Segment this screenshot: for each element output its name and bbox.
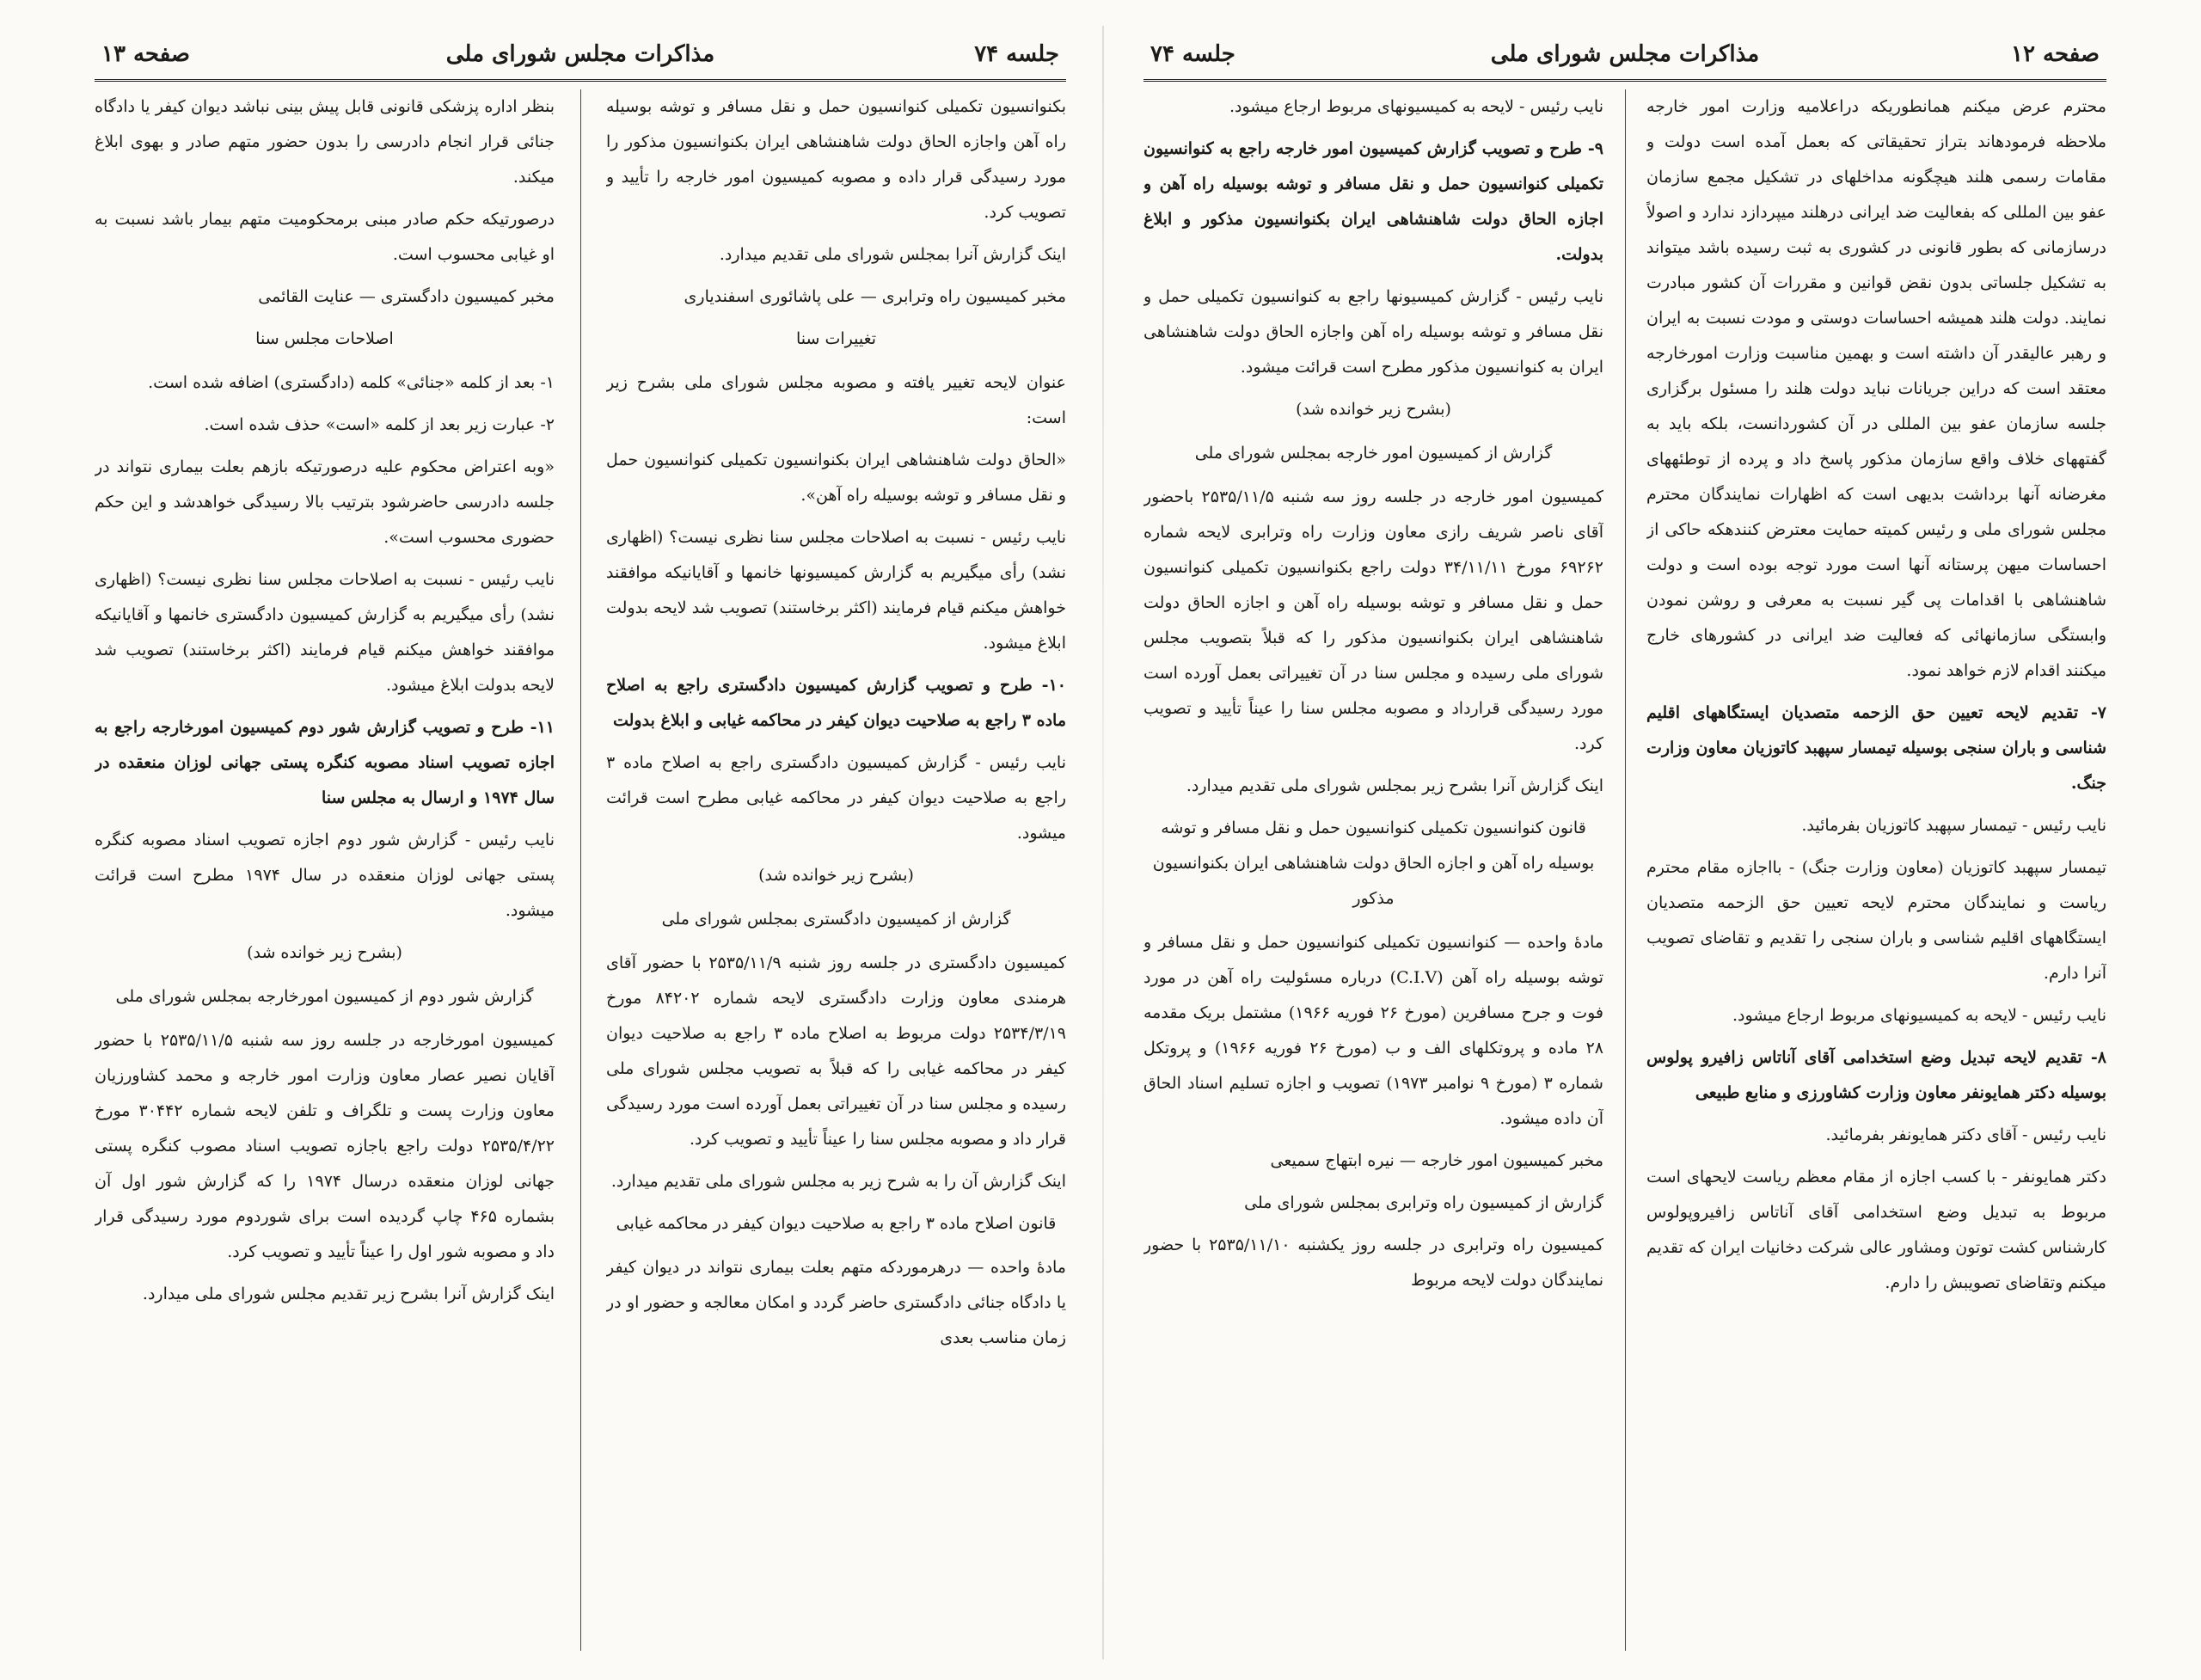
text-columns xyxy=(1143,89,2106,1651)
paragraph: ۲- عبارت زیر بعد از کلمه «است» حذف شده است. xyxy=(204,415,555,434)
agenda-heading: ۹- طرح و تصویب گزارش کمیسیون امور خارجه راجع به کنوانسیون تکمیلی کنوانسیون حمل و نقل مسافر و توشه بوسیله راه آهن و اجازه الحاق دولت شاهنشاهی ایران بکنوانسیون مذکور و ابلاغ بدولت. xyxy=(1143,139,1603,264)
paragraph: مادهٔ واحده — درهرموردکه متهم بعلت بیماری نتواند در دیوان کیفر یا دادگاه جنائی دادگستری حاضر گردد و امکان معالجه و حضور او در زمان مناسب بعدی xyxy=(606,1258,1066,1347)
centered-line: اصلاحات مجلس سنا xyxy=(255,329,394,348)
paragraph: نایب رئیس - لایحه به کمیسیونهای مربوط ارجاع میشود. xyxy=(1732,1006,2106,1025)
paragraph: دکتر همایونفر - با کسب اجازه از مقام معظم ریاست لایحهای است مربوط به تبدیل وضع استخدامی آقای آناتاس زافیروپولوس کارشناس کشت توتون ومشاور عالی شرکت دخانیات ایران که تقدیم میکنم وتقاضای تصویبش را دارم. xyxy=(1646,1168,2106,1292)
column-divider xyxy=(1625,89,1626,1651)
left-page xyxy=(95,34,1066,1651)
paragraph: نایب رئیس - گزارش شور دوم اجازه تصویب اسناد مصوبه کنگره پستی جهانی لوزان منعقده در سال ۱۹۷۴ مطرح است قرائت میشود. xyxy=(95,831,555,920)
paragraph: گزارش از کمیسیون راه وترابری بمجلس شورای ملی xyxy=(1244,1193,1603,1212)
text-column-left xyxy=(95,89,555,1651)
centered-line: گزارش از کمیسیون امور خارجه بمجلس شورای ملی xyxy=(1194,444,1553,463)
paragraph: اینک گزارش آنرا بشرح زیر تقدیم مجلس شورای ملی میدارد. xyxy=(142,1285,555,1303)
centered-line: گزارش از کمیسیون دادگستری بمجلس شورای ملی xyxy=(661,910,1011,929)
text-column-right xyxy=(1646,89,2106,1651)
paragraph: مادهٔ واحده — کنوانسیون تکمیلی کنوانسیون حمل و نقل مسافر و توشه بوسیله راه آهن (C.I.V) درباره مسئولیت راه آهن در مورد فوت و جرح مسافرین (مورخ ۲۶ فوریه ۱۹۶۶) مشتمل بریک مقدمه ۲۸ ماده و پروتکلهای الف و ب (مورخ ۲۶ فوریه ۱۹۶۶) و پروتکل شماره ۳ (مورخ ۹ نوامبر ۱۹۷۳) تصویب و اجازه تسلیم اسناد الحاق آن داده میشود. xyxy=(1143,933,1603,1128)
paragraph: کمیسیون راه وترابری در جلسه روز یکشنبه ۲۵۳۵/۱۱/۱۰ با حضور نمایندگان دولت لایحه مربوط xyxy=(1143,1235,1603,1290)
paragraph: «وبه اعتراض محکوم علیه درصورتیکه بازهم بعلت بیماری نتواند در جلسه دادرسی حاضرشود بترتیب بالا رسیدگی خواهدشد و این حکم حضوری محسوب است». xyxy=(95,457,555,547)
paragraph: نایب رئیس - آقای دکتر همایونفر بفرمائید. xyxy=(1825,1125,2106,1144)
paragraph: بنظر اداره پزشکی قانونی قابل پیش بینی نباشد دیوان کیفر یا دادگاه جنائی قرار انجام دادرسی را بدون حضور متهم صادر و بهوی ابلاغ میکند. xyxy=(95,97,555,187)
paragraph: نایب رئیس - نسبت به اصلاحات مجلس سنا نظری نیست؟ (اظهاری نشد) رأی میگیریم به گزارش کمیسیون دادگستری خانمها و آقایانیکه موافقند خواهش میکنم قیام فرمایند (اکثر برخاستند) تصویب شد لایحه بدولت ابلاغ میشود. xyxy=(95,570,555,695)
paragraph: عنوان لایحه تغییر یافته و مصوبه مجلس شورای ملی بشرح زیر است: xyxy=(606,373,1066,427)
paragraph: تیمسار سپهبد کاتوزیان (معاون وزارت جنگ) - بااجازه مقام محترم ریاست و نمایندگان محترم لایحه تعیین حق الزحمه متصدیان ایستگاههای اقلیم شناسی و باران سنجی را تقدیم و تقاضای تصویب آنرا دارم. xyxy=(1646,858,2106,983)
journal-title: مذاکرات مجلس شورای ملی xyxy=(1490,41,1760,67)
paragraph: کمیسیون امورخارجه در جلسه روز سه شنبه ۲۵۳۵/۱۱/۵ با حضور آقایان نصیر عصار معاون وزارت امور خارجه و محمد کشاورزیان معاون وزارت پست و تلگراف و تلفن لایحه شماره ۳۰۴۴۲ مورخ ۲۵۳۵/۴/۲۲ دولت راجع باجازه تصویب اسناد مصوب کنگره پستی جهانی لوزان منعقده درسال ۱۹۷۴ را که گزارش شور اول آن بشماره ۴۶۵ چاپ گردیده است برای شوردوم مورد رسیدگی قرار داد و مصوبه شور اول را عیناً تأیید و تصویب کرد. xyxy=(95,1031,555,1261)
journal-title: مذاکرات مجلس شورای ملی xyxy=(445,41,715,67)
agenda-heading: ۷- تقدیم لایحه تعیین حق الزحمه متصدیان ایستگاههای اقلیم شناسی و باران سنجی بوسیله تیمسار سپهبد کاتوزیان معاون وزارت جنگ. xyxy=(1646,703,2106,793)
centered-line: قانون کنوانسیون تکمیلی کنوانسیون حمل و نقل مسافر و توشه بوسیله راه آهن و اجازه الحاق دولت شاهنشاهی ایران بکنوانسیون مذکور xyxy=(1152,819,1595,908)
paragraph: نایب رئیس - تیمسار سپهبد کاتوزیان بفرمائید. xyxy=(1801,816,2106,835)
paragraph: نایب رئیس - گزارش کمیسیون دادگستری راجع به اصلاح ماده ۳ راجع به صلاحیت دیوان کیفر در محاکمه غیابی مطرح است قرائت میشود. xyxy=(606,753,1066,843)
text-columns xyxy=(95,89,1066,1651)
page-header xyxy=(1143,34,2106,82)
page-header xyxy=(95,34,1066,82)
paragraph: مخبر کمیسیون امور خارجه — نیره ابتهاج سمیعی xyxy=(1270,1151,1603,1170)
session-number: جلسه ۷۴ xyxy=(1150,41,1235,67)
paragraph: مخبر کمیسیون دادگستری — عنایت القائمی xyxy=(258,287,555,306)
paragraph: کمیسیون امور خارجه در جلسه روز سه شنبه ۲۵۳۵/۱۱/۵ باحضور آقای ناصر شریف رازی معاون وزارت راه وترابری لایحه شماره ۶۹۲۶۲ مورخ ۳۴/۱۱/۱۱ دولت راجع بکنوانسیون تکمیلی کنوانسیون حمل و نقل مسافر و توشه بوسیله راه آهن و اجازه الحاق دولت شاهنشاهی ایران بکنوانسیون مذکور را که قبلاً بتصویب مجلس شورای ملی رسیده و مجلس سنا در آن تغییراتی بعمل آورده است مورد رسیدگی قرارداد و مصوبه مجلس سنا را عیناً تأیید و تصویب کرد. xyxy=(1143,487,1603,753)
text-column-right xyxy=(606,89,1066,1651)
page-number: صفحه ۱۳ xyxy=(101,41,190,67)
centered-line: قانون اصلاح ماده ۳ راجع به صلاحیت دیوان کیفر در محاکمه غیابی xyxy=(616,1214,1057,1233)
agenda-heading: ۱۱- طرح و تصویب گزارش شور دوم کمیسیون امورخارجه راجع به اجازه تصویب اسناد مصوبه کنگره پستی جهانی لوزان منعقده در سال ۱۹۷۴ و ارسال به مجلس سنا xyxy=(95,718,555,807)
paragraph: اینک گزارش آنرا بشرح زیر بمجلس شورای ملی تقدیم میدارد. xyxy=(1186,776,1603,795)
paragraph: ۱- بعد از کلمه «جنائی» کلمه (دادگستری) اضافه شده است. xyxy=(148,373,555,392)
paragraph: کمیسیون دادگستری در جلسه روز شنبه ۲۵۳۵/۱۱/۹ با حضور آقای هرمندی معاون وزارت دادگستری لایحه شماره ۸۴۲۰۲ مورخ ۲۵۳۴/۳/۱۹ دولت مربوط به اصلاح ماده ۳ راجع به صلاحیت دیوان کیفر در محاکمه غیابی را که قبلاً به تصویب مجلس شورای ملی رسیده و مجلس سنا در آن تغییراتی بعمل آورده است مورد رسیدگی قرار داد و مصوبه مجلس سنا را عیناً تأیید و تصویب کرد. xyxy=(606,953,1066,1149)
book-gutter xyxy=(1102,26,1104,1659)
agenda-heading: ۸- تقدیم لایحه تبدیل وضع استخدامی آقای آناتاس زافیرو پولوس بوسیله دکتر همایونفر معاون وزارت کشاورزی و منابع طبیعی xyxy=(1646,1048,2106,1102)
paragraph: اینک گزارش آن را به شرح زیر به مجلس شورای ملی تقدیم میدارد. xyxy=(610,1172,1066,1191)
paragraph: محترم عرض میکنم همانطوریکه دراعلامیه وزارت امور خارجه ملاحظه فرمودهاند بتراز تحقیقاتی که بعمل آمده است دولت و مقامات رسمی هلند هیچگونه مداخلهای در تشکیل مجمع سازمان عفو بین المللی که بفعالیت ضد ایرانی درهلند میپردازد ندارد و اصولاً درسازمانی که بطور قانونی در کشوری به ثبت رسیده باشد میتواند به تشکیل جلساتی بدون نقض قوانین و مقررات آن کشور مبادرت نمایند. دولت هلند همیشه احساسات دوستی و مودت نسبت به ایران و رهبر عالیقدر آن داشته است و بهمین مناسبت وزارت امورخارجه معتقد است که دراین جریانات نباید دولت هلند را مسئول برگزاری جلسه سازمان عفو بین المللی در آن کشوردانست، بلکه باید به گفتههای خلاف واقع سازمان مذکور پاسخ داد و پرده از توطئههای مغرضانه آنها برداشت بدیهی است که اظهارات نمایندگان محترم مجلس شورای ملی و رئیس کمیته حمایت معترض کنندهکه حاکی از احساسات میهن پرستانه آنها است مورد توجه بوده است و دولت شاهنشاهی با اقدامات پی گیر نسبت به معرفی و روشن نمودن وابستگی سازمانهائی که فعالیت ضد ایرانی در کشورهای خارج میکنند اقدام لازم خواهد نمود. xyxy=(1646,97,2106,680)
paragraph: اینک گزارش آنرا بمجلس شورای ملی تقدیم میدارد. xyxy=(719,245,1066,264)
centered-line: گزارش شور دوم از کمیسیون امورخارجه بمجلس شورای ملی xyxy=(115,987,534,1006)
centered-line: تغییرات سنا xyxy=(795,329,877,348)
paragraph: درصورتیکه حکم صادر مبنی برمحکومیت متهم بیمار باشد نسبت به او غیابی محسوب است. xyxy=(95,210,555,264)
page-number: صفحه ۱۲ xyxy=(2011,41,2100,67)
paragraph: مخبر کمیسیون راه وترابری — علی پاشائوری اسفندیاری xyxy=(684,287,1066,306)
text-column-left xyxy=(1143,89,1603,1651)
paragraph: «الحاق دولت شاهنشاهی ایران بکنوانسیون تکمیلی کنوانسیون حمل و نقل مسافر و توشه بوسیله راه آهن». xyxy=(606,451,1066,505)
paragraph: نایب رئیس - گزارش کمیسیونها راجع به کنوانسیون تکمیلی حمل و نقل مسافر و توشه بوسیله راه آهن واجازه الحاق دولت شاهنشاهی ایران به کنوانسیون مذکور مطرح است قرائت میشود. xyxy=(1143,287,1603,377)
column-divider xyxy=(580,89,581,1651)
centered-line: (بشرح زیر خوانده شد) xyxy=(1296,400,1451,419)
paragraph: بکنوانسیون تکمیلی کنوانسیون حمل و نقل مسافر و توشه بوسیله راه آهن واجازه الحاق دولت شاهنشاهی ایران بکنوانسیون مذکور را مورد رسیدگی قرار داده و مصوبه کمیسیون امور خارجه را تأیید و تصویب کرد. xyxy=(606,97,1066,222)
paragraph: نایب رئیس - نسبت به اصلاحات مجلس سنا نظری نیست؟ (اظهاری نشد) رأی میگیریم به گزارش کمیسیونها خانمها و آقایانیکه موافقند خواهش میکنم قیام فرمایند (اکثر برخاستند) تصویب شد لایحه بدولت ابلاغ میشود. xyxy=(606,528,1066,653)
centered-line: (بشرح زیر خوانده شد) xyxy=(247,943,402,962)
session-number: جلسه ۷۴ xyxy=(974,41,1059,67)
centered-line: (بشرح زیر خوانده شد) xyxy=(758,866,914,885)
agenda-heading: ۱۰- طرح و تصویب گزارش کمیسیون دادگستری راجع به اصلاح ماده ۳ راجع به صلاحیت دیوان کیفر در محاکمه غیابی و ابلاغ بدولت xyxy=(606,676,1066,730)
paragraph: نایب رئیس - لایحه به کمیسیونهای مربوط ارجاع میشود. xyxy=(1229,97,1603,116)
right-page xyxy=(1143,34,2106,1651)
